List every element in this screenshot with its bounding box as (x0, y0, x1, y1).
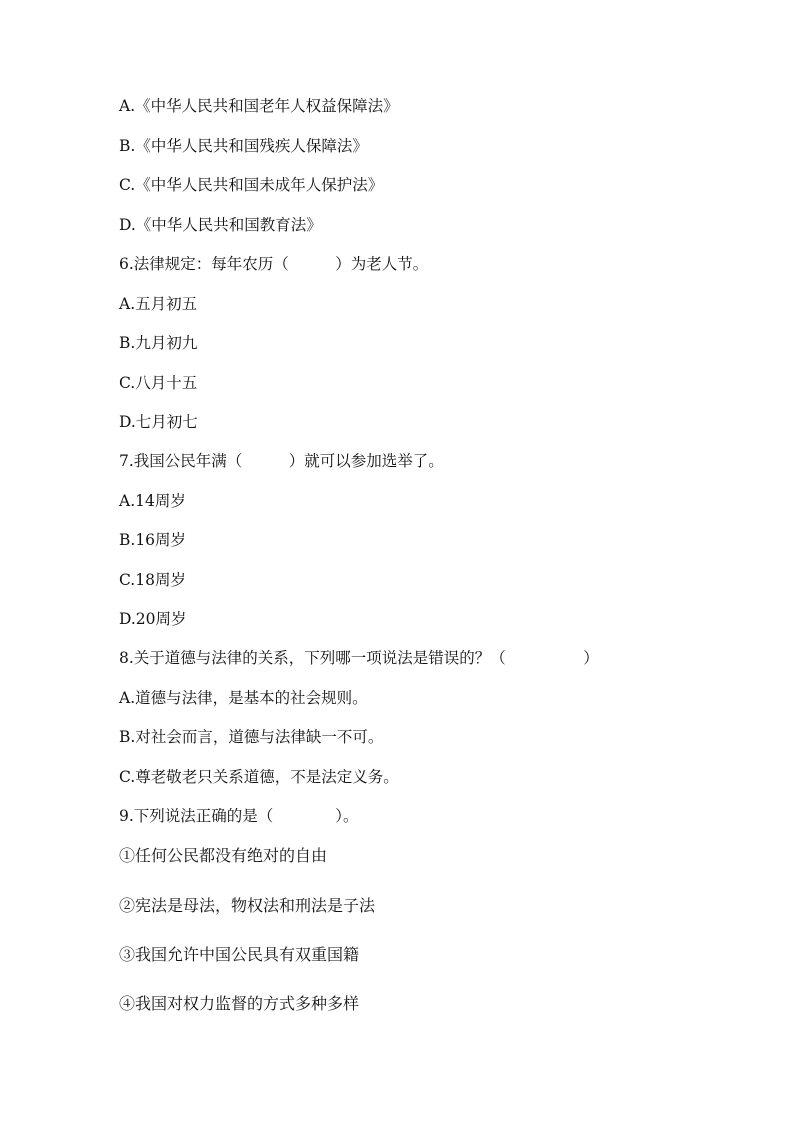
q5-option-a: A.《中华人民共和国老年人权益保障法》 (119, 97, 399, 115)
q5-option-b: B.《中华人民共和国残疾人保障法》 (119, 137, 368, 155)
q7-stem: 7.我国公民年满（ ）就可以参加选举了。 (119, 452, 444, 470)
q6-stem: 6.法律规定：每年农历（ ）为老人节。 (119, 255, 429, 273)
q7-option-d: D.20周岁 (119, 610, 187, 628)
q8-option-b: B.对社会而言，道德与法律缺一不可。 (119, 728, 384, 746)
q7-option-c: C.18周岁 (119, 571, 186, 589)
q6-option-d: D.七月初七 (119, 413, 198, 431)
q5-option-d: D.《中华人民共和国教育法》 (119, 216, 322, 234)
q7-option-b: B.16周岁 (119, 531, 187, 549)
q6-option-c: C.八月十五 (119, 374, 198, 392)
q9-statement-4: ④我国对权力监督的方式多种多样 (119, 994, 360, 1013)
q8-option-c: C.尊老敬老只关系道德，不是法定义务。 (119, 768, 399, 786)
q6-option-b: B.九月初九 (119, 334, 198, 352)
q8-option-a: A.道德与法律，是基本的社会规则。 (119, 689, 368, 707)
q6-option-a: A.五月初五 (119, 295, 198, 313)
q8-stem: 8.关于道德与法律的关系，下列哪一项说法是错误的？（ ） (119, 649, 599, 667)
q9-statement-2: ②宪法是母法，物权法和刑法是子法 (119, 896, 376, 915)
q7-option-a: A.14周岁 (119, 492, 186, 510)
q9-statement-1: ①任何公民都没有绝对的自由 (119, 846, 328, 865)
q5-option-c: C.《中华人民共和国未成年人保护法》 (119, 176, 384, 194)
q9-stem: 9.下列说法正确的是（ ）。 (119, 807, 359, 825)
q9-statement-3: ③我国允许中国公民具有双重国籍 (119, 945, 360, 964)
